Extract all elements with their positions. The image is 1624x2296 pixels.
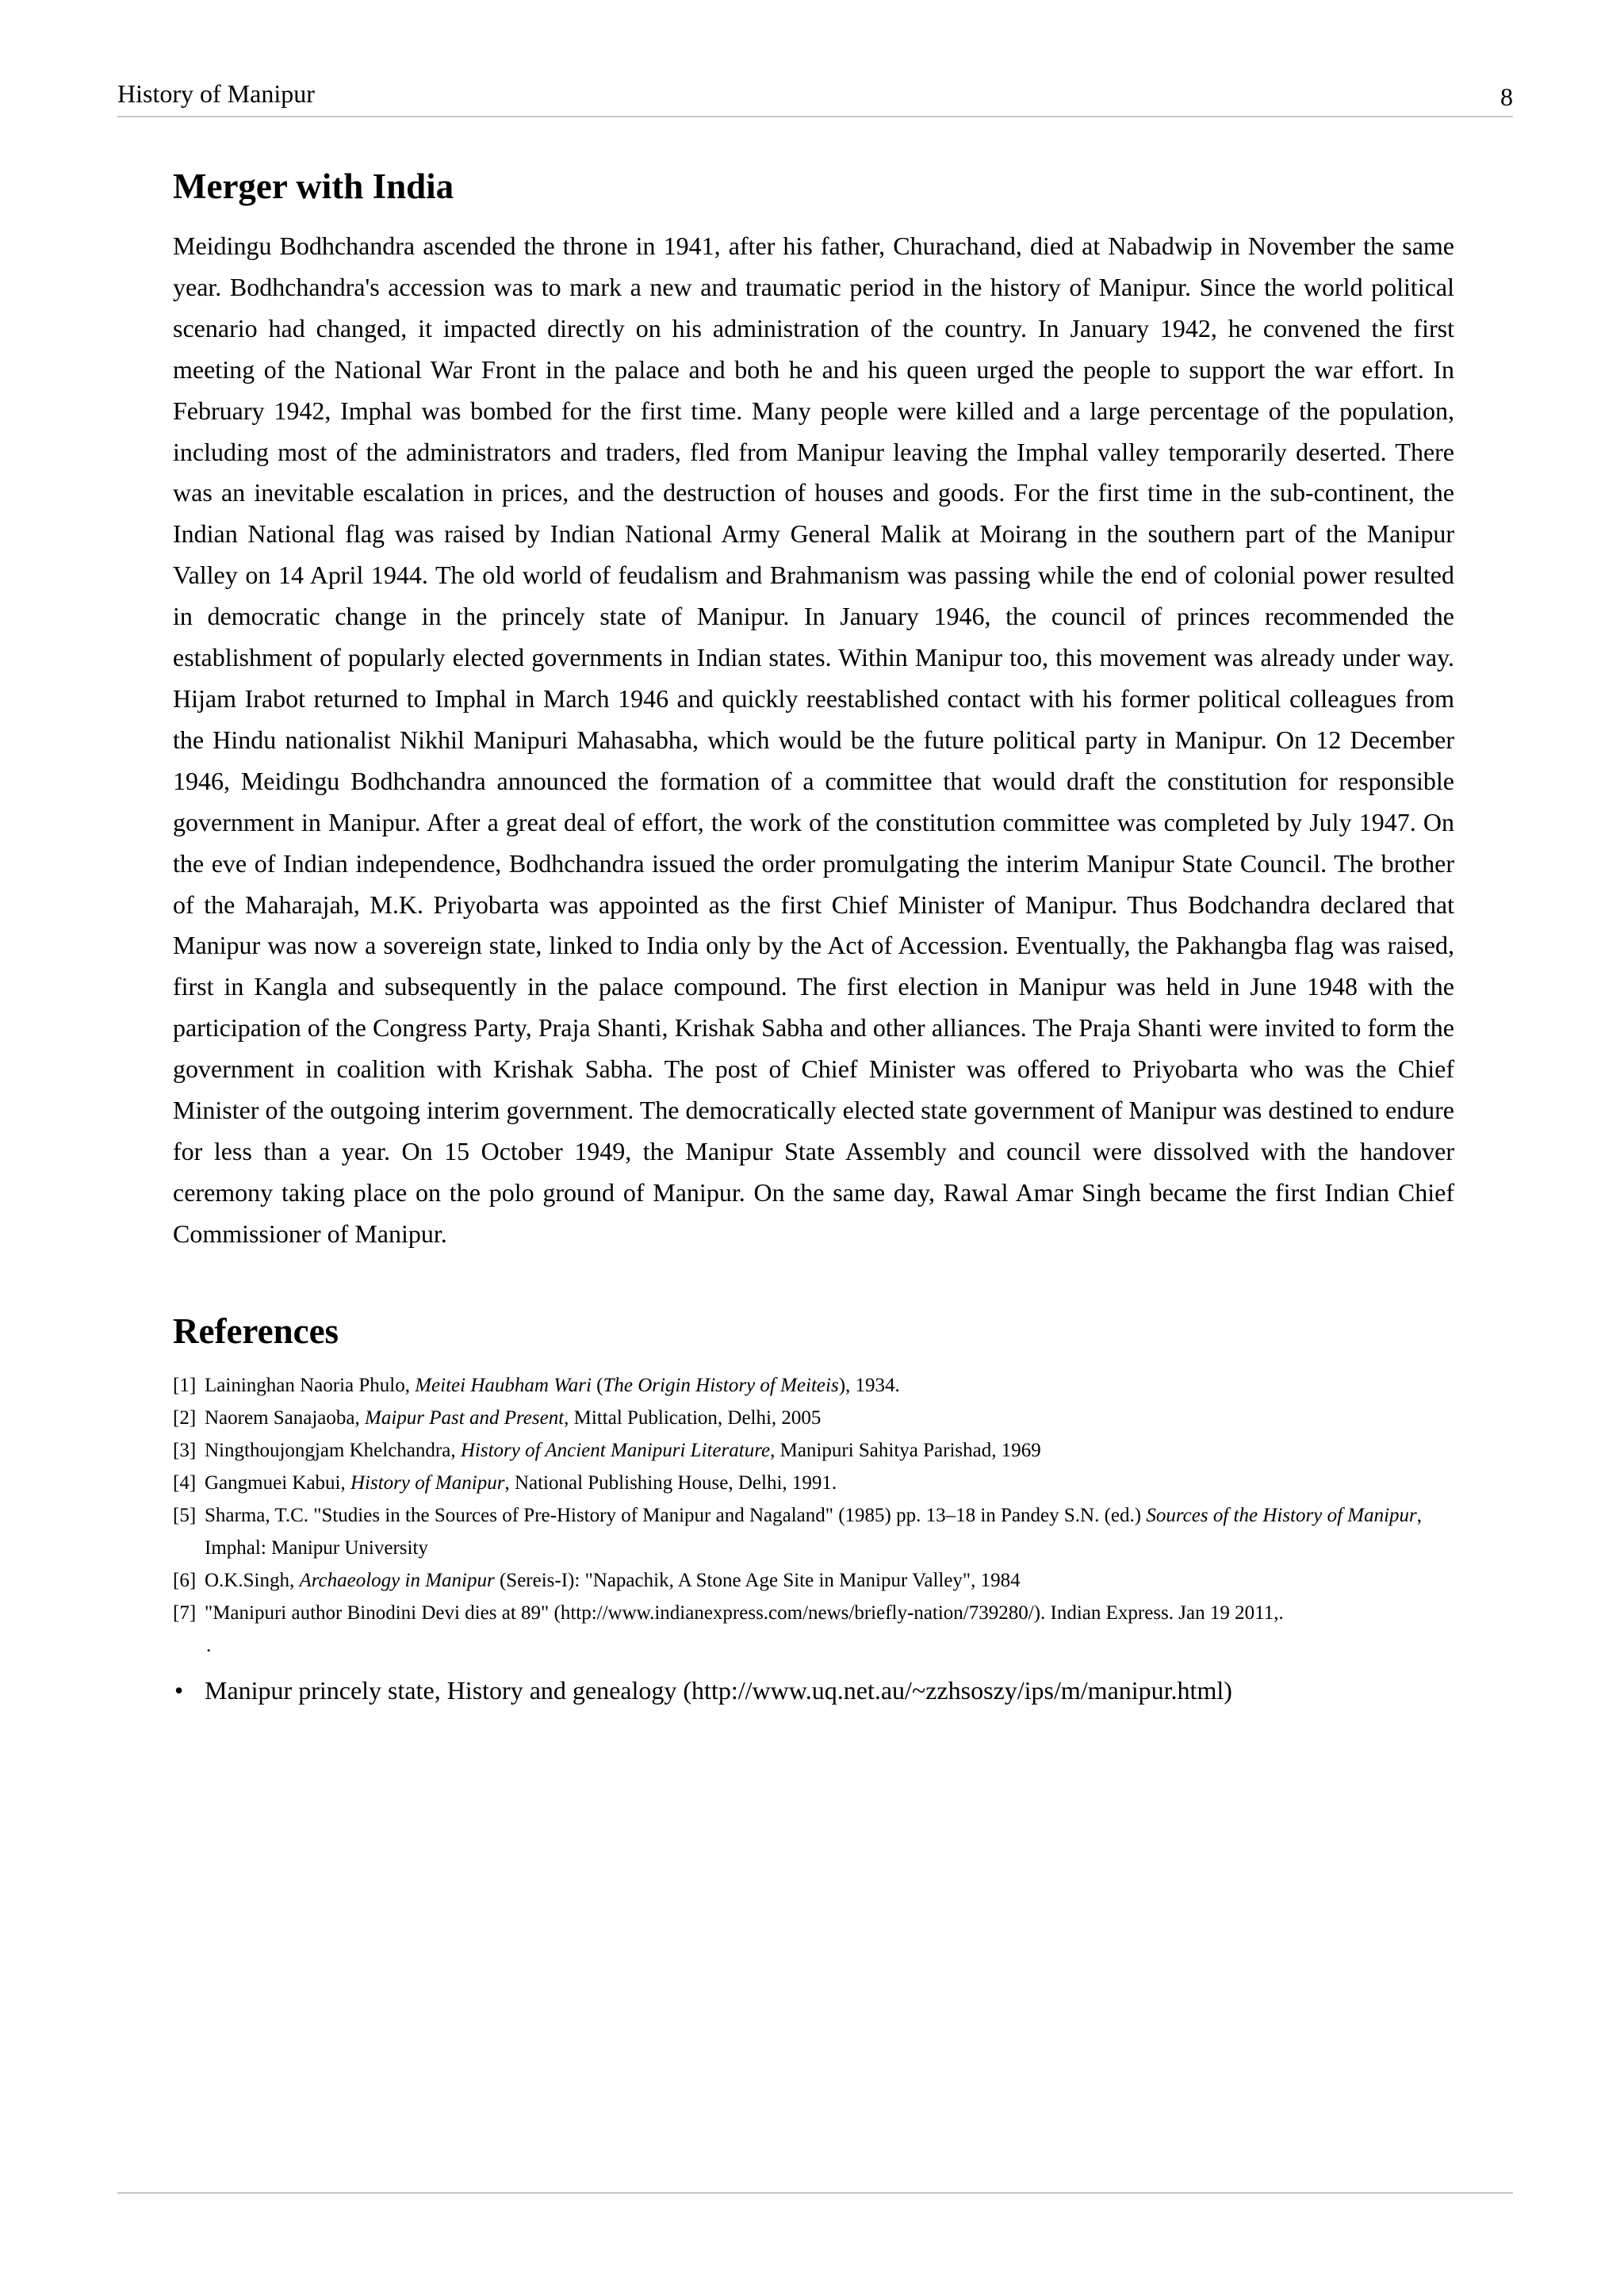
- reference-item: [173, 1467, 1454, 1499]
- reference-link-text[interactable]: "Manipuri author Binodini Devi dies at 89" (http://www.indianexpress.com/news/briefly-nation/739280/). Indian Express. Jan 19 2011,.: [205, 1601, 1284, 1624]
- reference-author: Sharma, T.C. "Studies in the Sources of Pre-History of Manipur and Nagaland" (1985) pp. 13–18 in Pandey S.N. (ed.): [205, 1504, 1147, 1526]
- reference-number: [7]: [173, 1601, 197, 1624]
- external-links-list: [173, 1673, 1454, 1708]
- external-link-item[interactable]: • Manipur princely state, History and genealogy (http://www.uq.net.au/~zzhsoszy/ips/m/manipur.html): [173, 1673, 1454, 1708]
- reference-number: [3]: [173, 1439, 197, 1461]
- reference-list: [173, 1369, 1454, 1662]
- reference-number: [5]: [173, 1504, 197, 1526]
- page-content: [173, 163, 1454, 1708]
- section-heading-merger: Merger with India: [173, 166, 454, 206]
- reference-text: (: [591, 1374, 603, 1396]
- running-title: History of Manipur: [117, 79, 315, 108]
- reference-author: Gangmuei Kabui,: [205, 1471, 350, 1494]
- reference-details: , Mittal Publication, Delhi, 2005: [564, 1406, 822, 1429]
- reference-number: [4]: [173, 1471, 197, 1494]
- reference-number: [6]: [173, 1569, 197, 1591]
- reference-trailing-dot: .: [206, 1634, 212, 1656]
- reference-item: [173, 1564, 1454, 1597]
- reference-item: [173, 1499, 1454, 1564]
- reference-details: , National Publishing House, Delhi, 1991.: [504, 1471, 837, 1494]
- reference-item: [173, 1369, 1454, 1402]
- page-footer-rule: [117, 2192, 1513, 2194]
- reference-title: Sources of the History of Manipur: [1146, 1504, 1417, 1526]
- reference-number: [1]: [173, 1374, 197, 1396]
- reference-details: (Sereis-I): "Napachik, A Stone Age Site in Manipur Valley", 1984: [494, 1569, 1021, 1591]
- reference-title: Maipur Past and Present: [365, 1406, 565, 1429]
- reference-author: Naorem Sanajaoba,: [205, 1406, 366, 1429]
- reference-details: , Imphal: Manipur University: [205, 1504, 1423, 1559]
- reference-title: History of Manipur: [350, 1471, 505, 1494]
- section-paragraph-merger: Meidingu Bodhchandra ascended the throne in 1941, after his father, Churachand, died at Nabadwip in November the same year. Bodhchandra's accession was to mark a new and traumatic period in the history of Manipur. Since the world political scenario had changed, it impacted directly on his administration of the country. In January 1942, he convened the first meeting of the National War Front in the palace and both he and his queen urged the people to support the war effort. In February 1942, Imphal was bombed for the first time. Many people were killed and a large percentage of the population, including most of the administrators and traders, fled from Manipur leaving the Imphal valley temporarily deserted. There was an inevitable escalation in prices, and the destruction of houses and goods. For the first time in the sub-continent, the Indian National flag was raised by Indian National Army General Malik at Moirang in the southern part of the Manipur Valley on 14 April 1944. The old world of feudalism and Brahmanism was passing while the end of colonial power resulted in democratic change in the princely state of Manipur. In January 1946, the council of princes recommended the establishment of popularly elected governments in Indian states. Within Manipur too, this movement was already under way. Hijam Irabot returned to Imphal in March 1946 and quickly reestablished contact with his former political colleagues from the Hindu nationalist Nikhil Manipuri Mahasabha, which would be the future political party in Manipur. On 12 December 1946, Meidingu Bodhchandra announced the formation of a committee that would draft the constitution for responsible government in Manipur. After a great deal of effort, the work of the constitution committee was completed by July 1947. On the eve of Indian independence, Bodhchandra issued the order promulgating the interim Manipur State Council. The brother of the Maharajah, M.K. Priyobarta was appointed as the first Chief Minister of Manipur. Thus Bodchandra declared that Manipur was now a sovereign state, linked to India only by the Act of Accession. Eventually, the Pakhangba flag was raised, first in Kangla and subsequently in the palace compound. The first election in Manipur was held in June 1948 with the participation of the Congress Party, Praja Shanti, Krishak Sabha and other alliances. The Praja Shanti were invited to form the government in coalition with Krishak Sabha. The post of Chief Minister was offered to Priyobarta who was the Chief Minister of the outgoing interim government. The democratically elected state government of Manipur was destined to endure for less than a year. On 15 October 1949, the Manipur State Assembly and council were dissolved with the handover ceremony taking place on the polo ground of Manipur. On the same day, Rawal Amar Singh became the first Indian Chief Commissioner of Manipur.: [173, 232, 1454, 1248]
- reference-number: [2]: [173, 1406, 197, 1429]
- reference-author: Ningthoujongjam Khelchandra,: [205, 1439, 461, 1461]
- reference-title: History of Ancient Manipuri Literature: [460, 1439, 771, 1461]
- page-header: [117, 78, 1513, 117]
- reference-details: , Manipuri Sahitya Parishad, 1969: [770, 1439, 1041, 1461]
- reference-item: [173, 1434, 1454, 1467]
- reference-details: ), 1934.: [838, 1374, 900, 1396]
- reference-title: Meitei Haubham Wari: [415, 1374, 592, 1396]
- reference-title: Archaeology in Manipur: [299, 1569, 495, 1591]
- section-heading-references: References: [173, 1311, 339, 1351]
- reference-author: O.K.Singh,: [205, 1569, 300, 1591]
- reference-item: [173, 1597, 1454, 1662]
- reference-author: Laininghan Naoria Phulo,: [205, 1374, 416, 1396]
- page-number: 8: [1500, 82, 1513, 111]
- reference-item: [173, 1402, 1454, 1434]
- reference-subtitle: The Origin History of Meiteis: [603, 1374, 839, 1396]
